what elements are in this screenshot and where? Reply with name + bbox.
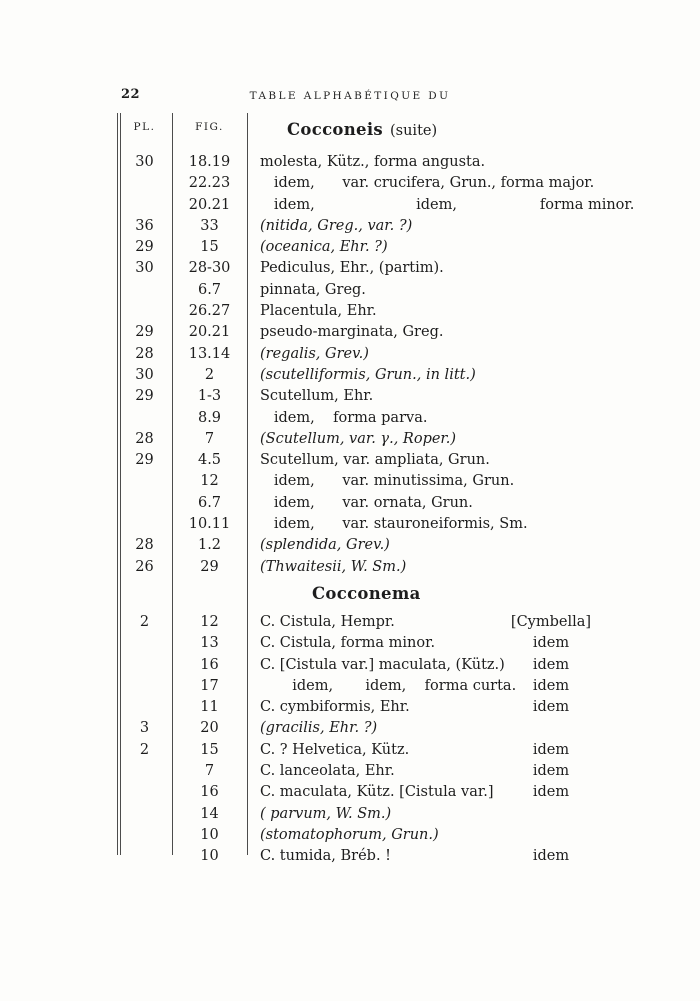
pl-cell — [117, 676, 172, 697]
fig-cell: 1.2 — [197, 537, 222, 554]
species-text: (oceanica, Ehr. ?) — [260, 239, 388, 256]
species-text: Scutellum, var. ampliata, Grun. — [260, 452, 490, 469]
species-text: (Thwaitesii, W. Sm.) — [260, 558, 407, 575]
species-text: idem, forma parva. — [260, 409, 428, 426]
pl-cell — [117, 514, 172, 535]
name-cell — [247, 471, 605, 492]
table-row — [117, 718, 605, 739]
pl-cell — [117, 173, 172, 194]
table-row — [117, 280, 605, 301]
section — [117, 113, 635, 578]
fig-cell: 7 — [204, 763, 215, 780]
table-row — [117, 258, 605, 279]
species-text: C. tumida, Bréb. ! — [260, 848, 391, 865]
species-text: Scutellum, Ehr. — [260, 388, 374, 405]
table-row — [117, 514, 605, 535]
name-cell — [247, 386, 605, 407]
name-cell — [247, 633, 605, 654]
pl-cell: 30 — [135, 366, 154, 383]
fig-cell: 8.9 — [197, 409, 222, 426]
genus-ref: idem — [532, 848, 570, 865]
species-text: C. [Cistula var.] maculata, (Kütz.) — [260, 656, 505, 673]
name-cell — [247, 697, 605, 718]
pl-cell: 2 — [139, 741, 150, 758]
species-text: idem, var. stauroneiformis, Sm. — [260, 516, 528, 533]
table-row — [117, 386, 605, 407]
table-row — [117, 493, 605, 514]
name-cell — [247, 365, 605, 386]
species-text: C. maculata, Kütz. [Cistula var.] — [260, 784, 494, 801]
table-row — [117, 782, 605, 803]
species-text: pinnata, Greg. — [260, 281, 366, 298]
name-cell — [247, 408, 605, 429]
index-table — [117, 113, 635, 869]
table-row — [117, 301, 605, 322]
fig-cell: 13.14 — [188, 345, 231, 362]
species-text: (stomatophorum, Grun.) — [260, 826, 439, 843]
pl-cell — [117, 195, 172, 216]
species-text: molesta, Kütz., forma angusta. — [260, 154, 486, 170]
name-cell — [247, 718, 605, 739]
table-rule-left-outer — [117, 113, 118, 855]
name-cell — [247, 258, 605, 279]
table-row — [117, 740, 605, 761]
species-text: idem, var. crucifera, Grun., forma major. — [260, 175, 595, 192]
table-row — [117, 557, 605, 578]
pl-cell: 30 — [135, 154, 154, 170]
pl-cell — [117, 782, 172, 803]
species-text: C. cymbiformis, Ehr. — [260, 699, 410, 716]
pl-cell — [117, 697, 172, 718]
running-title: TABLE ALPHABÉTIQUE DU — [249, 90, 451, 102]
section-heading — [274, 120, 437, 139]
name-cell — [247, 655, 605, 676]
section-heading-row — [117, 578, 605, 612]
genus-ref: [Cymbella] — [510, 613, 592, 630]
pl-cell: 30 — [135, 260, 154, 277]
table-row — [117, 173, 605, 194]
name-cell — [247, 173, 605, 194]
pl-cell — [117, 471, 172, 492]
species-text: C. ? Helvetica, Kütz. — [260, 741, 410, 758]
genus-ref: idem — [532, 763, 570, 780]
table-row — [117, 365, 605, 386]
pl-cell — [117, 846, 172, 867]
pl-cell — [117, 408, 172, 429]
fig-cell: 6.7 — [197, 281, 222, 298]
pl-cell: 29 — [135, 324, 154, 341]
species-text: (Scutellum, var. γ., Roper.) — [260, 430, 457, 447]
fig-cell: 20.21 — [188, 324, 231, 341]
table-row — [117, 195, 635, 216]
species-text: (regalis, Grev.) — [260, 345, 369, 362]
fig-cell: 18.19 — [188, 154, 231, 170]
table-rule-pl-fig — [172, 113, 173, 855]
fig-cell: 26.27 — [188, 303, 231, 320]
section-title-suffix: (suite) — [390, 123, 438, 139]
table-row — [117, 216, 605, 237]
fig-cell: 12 — [200, 473, 219, 490]
species-text: C. lanceolata, Ehr. — [260, 763, 395, 780]
pl-cell — [117, 825, 172, 846]
pl-cell — [117, 761, 172, 782]
pl-cell — [117, 655, 172, 676]
col-header-pl: PL. — [133, 121, 156, 133]
pl-cell — [117, 633, 172, 654]
fig-cell: 7 — [204, 430, 215, 447]
genus-ref: idem — [532, 699, 570, 716]
name-cell — [247, 514, 605, 535]
name-cell — [247, 676, 605, 697]
genus-ref: idem — [532, 784, 570, 801]
pl-cell: 36 — [135, 217, 154, 234]
table-body — [117, 113, 635, 868]
species-text: idem, idem, forma minor. — [260, 196, 635, 213]
species-text: pseudo-marginata, Greg. — [260, 324, 444, 341]
genus-ref: idem — [532, 741, 570, 758]
name-cell — [247, 761, 605, 782]
table-row — [117, 344, 605, 365]
pl-cell: 3 — [139, 720, 150, 737]
pl-cell: 28 — [135, 537, 154, 554]
table-row — [117, 633, 605, 654]
page-number: 22 — [121, 87, 141, 102]
species-text: (splendida, Grev.) — [260, 537, 390, 554]
fig-cell: 22.23 — [188, 175, 231, 192]
pl-cell: 29 — [135, 239, 154, 256]
fig-cell: 16 — [200, 656, 219, 673]
name-cell — [247, 846, 605, 867]
table-row — [117, 655, 605, 676]
fig-cell: 10 — [200, 848, 219, 865]
genus-ref: idem — [532, 635, 570, 652]
name-cell — [247, 237, 605, 258]
table-row — [117, 152, 605, 173]
table-row — [117, 846, 605, 867]
section-title: Cocconema — [312, 583, 421, 603]
name-cell — [247, 344, 605, 365]
name-cell — [247, 280, 605, 301]
column-headers — [117, 121, 247, 133]
pl-cell — [117, 301, 172, 322]
table-row — [117, 237, 605, 258]
name-cell — [247, 740, 605, 761]
table-row — [117, 471, 605, 492]
fig-cell: 15 — [200, 239, 219, 256]
table-row — [117, 450, 605, 471]
fig-cell: 2 — [204, 366, 215, 383]
table-row — [117, 761, 605, 782]
genus-ref: idem — [532, 656, 570, 673]
table-row — [117, 676, 605, 697]
section — [117, 578, 605, 868]
species-text: (scutelliformis, Grun., in litt.) — [260, 366, 476, 383]
name-cell — [247, 612, 605, 633]
name-cell — [247, 782, 605, 803]
species-text: (nitida, Greg., var. ?) — [260, 217, 413, 234]
fig-cell: 10 — [200, 826, 219, 843]
section-title: Cocconeis — [287, 120, 383, 139]
fig-cell: 12 — [200, 613, 219, 630]
species-text: idem, idem, forma curta. — [260, 677, 517, 694]
fig-cell: 20 — [200, 720, 219, 737]
fig-cell: 28-30 — [188, 260, 231, 277]
col-header-fig: FIG. — [195, 121, 224, 133]
fig-cell: 16 — [200, 784, 219, 801]
name-cell — [247, 429, 605, 450]
pl-cell: 28 — [135, 345, 154, 362]
pl-cell — [117, 280, 172, 301]
table-row — [117, 612, 605, 633]
pl-cell: 28 — [135, 430, 154, 447]
fig-cell: 11 — [200, 699, 219, 716]
pl-cell — [117, 804, 172, 825]
table-row — [117, 535, 605, 556]
table-row — [117, 322, 605, 343]
fig-cell: 29 — [200, 558, 219, 575]
species-text: C. Cistula, forma minor. — [260, 635, 436, 652]
fig-cell: 15 — [200, 741, 219, 758]
table-row — [117, 408, 605, 429]
species-text: Pediculus, Ehr., (partim). — [260, 260, 444, 277]
name-cell — [247, 493, 605, 514]
species-text: ( parvum, W. Sm.) — [260, 805, 392, 822]
fig-cell: 14 — [200, 805, 219, 822]
pl-cell: 29 — [135, 388, 154, 405]
genus-ref: idem — [532, 677, 570, 694]
name-cell — [247, 804, 605, 825]
pl-cell — [117, 493, 172, 514]
species-text: (gracilis, Ehr. ?) — [260, 720, 378, 737]
pl-cell: 26 — [135, 558, 154, 575]
name-cell — [247, 450, 605, 471]
name-cell — [247, 216, 605, 237]
fig-cell: 10.11 — [188, 516, 231, 533]
pl-cell: 29 — [135, 452, 154, 469]
name-cell — [247, 557, 605, 578]
species-text: idem, var. minutissima, Grun. — [260, 473, 515, 490]
name-cell — [247, 301, 605, 322]
fig-cell: 20.21 — [188, 196, 231, 213]
table-rule-left-inner — [120, 113, 121, 855]
species-text: idem, var. ornata, Grun. — [260, 494, 473, 511]
table-row — [117, 429, 605, 450]
name-cell — [247, 152, 605, 173]
section-heading — [299, 584, 428, 603]
table-row — [117, 804, 605, 825]
name-cell — [247, 195, 634, 216]
fig-cell: 1-3 — [197, 388, 222, 405]
species-text: C. Cistula, Hempr. — [260, 613, 395, 630]
species-text: Placentula, Ehr. — [260, 303, 377, 320]
table-row — [117, 697, 605, 718]
fig-cell: 17 — [200, 677, 219, 694]
pl-cell: 2 — [139, 613, 150, 630]
table-row — [117, 825, 605, 846]
fig-cell: 33 — [200, 217, 219, 234]
fig-cell: 6.7 — [197, 494, 222, 511]
name-cell — [247, 535, 605, 556]
fig-cell: 13 — [200, 635, 219, 652]
fig-cell: 4.5 — [197, 452, 222, 469]
name-cell — [247, 825, 605, 846]
name-cell — [247, 322, 605, 343]
